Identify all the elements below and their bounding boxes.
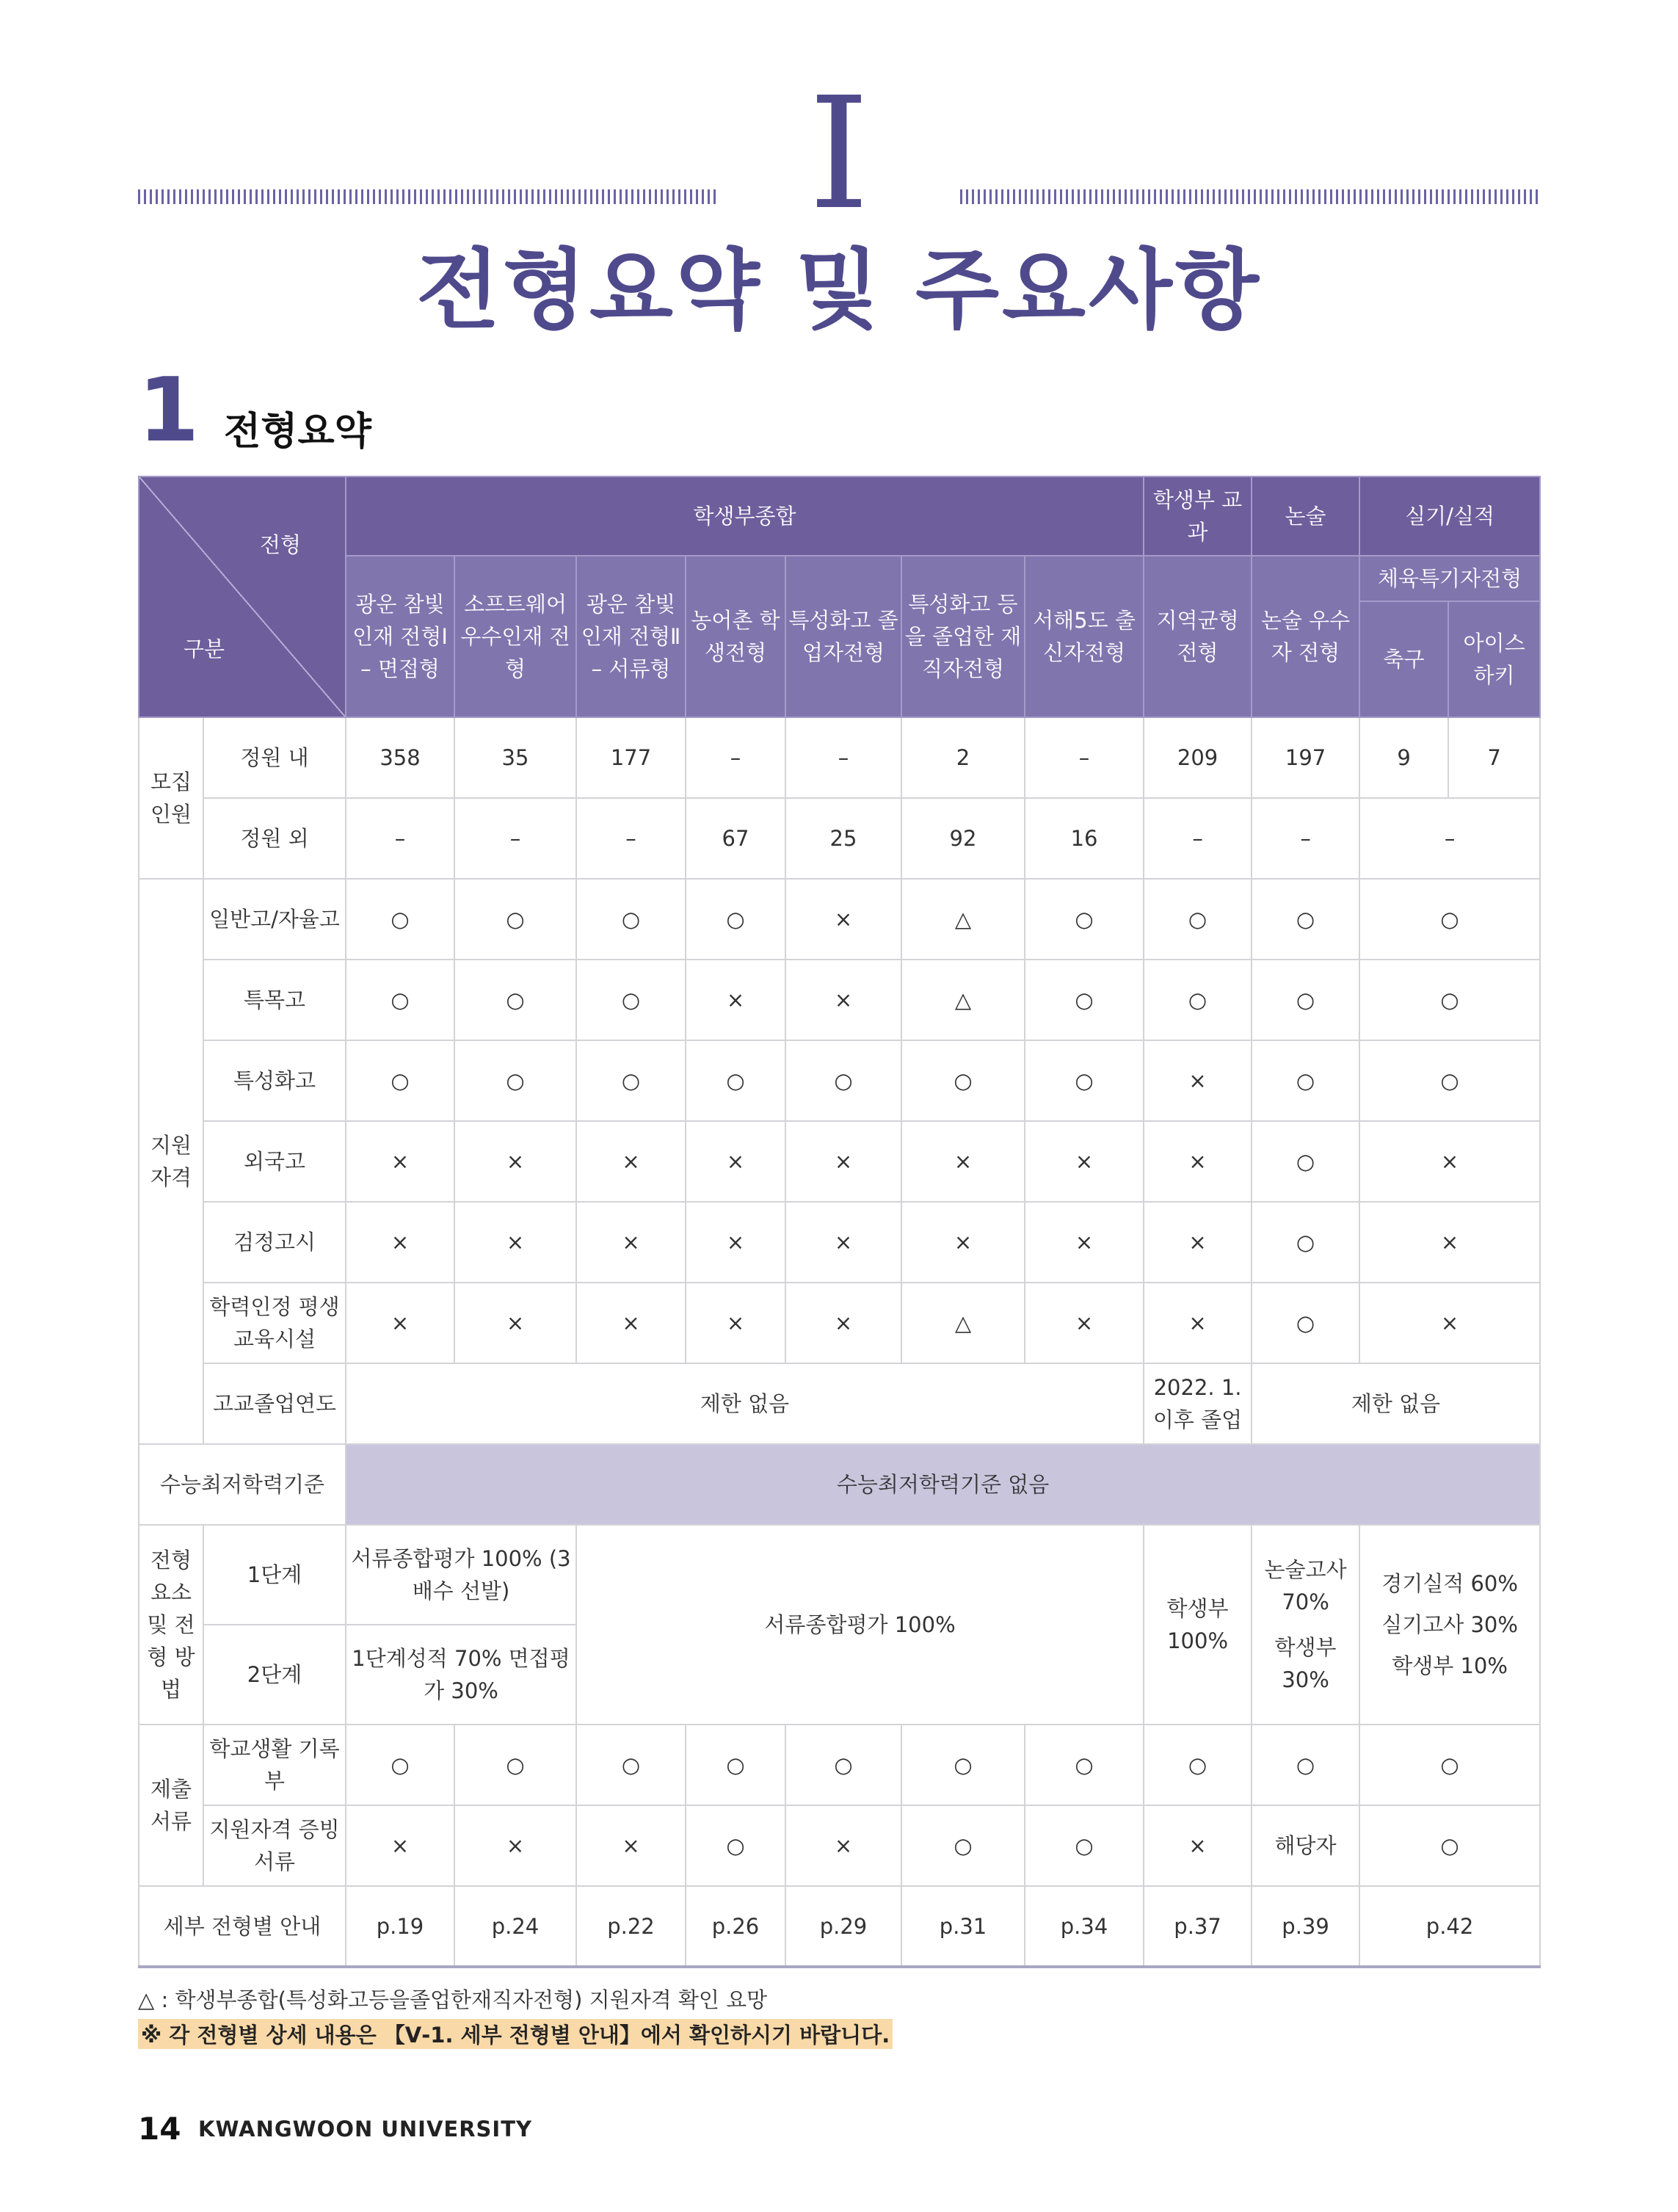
grad-year-no-limit: 제한 없음 — [346, 1363, 1144, 1444]
document-eval-method: 서류종합평가 100% — [576, 1525, 1144, 1725]
table-cell: – — [1359, 798, 1540, 879]
header-col-5: 특성화고 졸업자전형 — [785, 556, 901, 717]
subject-method: 학생부 100% — [1144, 1525, 1252, 1725]
table-cell: ○ — [1359, 879, 1540, 960]
table-cell: ○ — [576, 1040, 686, 1121]
row-label-eligibility: 일반고/자율고 — [203, 879, 346, 960]
table-cell: 25 — [785, 798, 901, 879]
table-cell: ○ — [576, 960, 686, 1040]
table-cell: – — [1025, 717, 1144, 798]
table-cell: 358 — [346, 717, 454, 798]
table-cell: × — [785, 1283, 901, 1363]
table-cell: ○ — [1252, 1202, 1359, 1283]
table-cell: × — [1025, 1283, 1144, 1363]
table-cell: ○ — [346, 879, 454, 960]
table-cell: 16 — [1025, 798, 1144, 879]
section-title: 전형요약 — [224, 410, 371, 454]
table-cell: × — [346, 1805, 454, 1886]
table-cell: ○ — [901, 1040, 1025, 1121]
page-ref: p.42 — [1359, 1886, 1540, 1967]
table-cell: × — [785, 1121, 901, 1202]
table-cell: × — [454, 1283, 576, 1363]
table-cell: ○ — [686, 1040, 785, 1121]
header-col-1: 광운 참빛인재 전형Ⅰ – 면접형 — [346, 556, 454, 717]
table-cell: △ — [901, 879, 1025, 960]
table-cell: ○ — [1359, 1805, 1540, 1886]
detail-notice: ※ 각 전형별 상세 내용은 【Ⅴ-1. 세부 전형별 안내】에서 확인하시기 바랍니다. — [138, 2019, 893, 2049]
table-cell: × — [785, 1805, 901, 1886]
table-cell: ○ — [1144, 879, 1252, 960]
header-col-3: 광운 참빛인재 전형Ⅱ – 서류형 — [576, 556, 686, 717]
grad-year-restriction: 2022. 1. 이후 졸업 — [1144, 1363, 1252, 1444]
table-cell: – — [576, 798, 686, 879]
page-ref: p.31 — [901, 1886, 1025, 1967]
table-cell: ○ — [901, 1805, 1025, 1886]
table-cell: – — [785, 717, 901, 798]
page-ref: p.34 — [1025, 1886, 1144, 1967]
table-cell: 92 — [901, 798, 1025, 879]
row-group-method: 전형 요소 및 전형 방법 — [139, 1525, 203, 1725]
page-ref: p.39 — [1252, 1886, 1359, 1967]
section-number: 1 — [138, 360, 200, 462]
row-label-eligibility: 검정고시 — [203, 1202, 346, 1283]
table-cell: × — [1144, 1805, 1252, 1886]
table-cell: × — [1144, 1283, 1252, 1363]
triangle-footnote: △ : 학생부종합(특성화고등을졸업한재직자전형) 지원자격 확인 요망 — [138, 1987, 768, 2012]
table-cell: × — [576, 1283, 686, 1363]
header-col-6: 특성화고 등을 졸업한 재직자전형 — [901, 556, 1025, 717]
header-col-9: 논술 우수자 전형 — [1252, 556, 1359, 717]
header-group-essay: 논술 — [1252, 476, 1359, 556]
table-cell: – — [1252, 798, 1359, 879]
table-cell: ○ — [454, 1725, 576, 1805]
table-cell: 해당자 — [1252, 1805, 1359, 1886]
table-cell: ○ — [1144, 960, 1252, 1040]
table-cell: × — [1144, 1040, 1252, 1121]
header-label-category: 구분 — [184, 637, 225, 661]
table-cell: – — [454, 798, 576, 879]
table-cell: × — [454, 1121, 576, 1202]
table-cell: ○ — [785, 1725, 901, 1805]
row-label-stage1: 1단계 — [203, 1525, 346, 1625]
table-cell: △ — [901, 960, 1025, 1040]
page-ref: p.19 — [346, 1886, 454, 1967]
essay-method-record: 학생부 30% — [1274, 1635, 1337, 1692]
table-cell: ○ — [686, 1805, 785, 1886]
table-cell: ○ — [1252, 1040, 1359, 1121]
table-cell: × — [1025, 1121, 1144, 1202]
table-cell: ○ — [686, 879, 785, 960]
row-label-grad-year: 고교졸업연도 — [203, 1363, 346, 1444]
practical-method-test: 실기고사 30% — [1381, 1612, 1518, 1637]
row-label-pages: 세부 전형별 안내 — [139, 1886, 346, 1967]
table-cell: × — [1359, 1121, 1540, 1202]
page-ref: p.24 — [454, 1886, 576, 1967]
header-group-practical: 실기/실적 — [1359, 476, 1540, 556]
row-label-quota-out: 정원 외 — [203, 798, 346, 879]
table-cell: × — [454, 1805, 576, 1886]
table-cell: × — [686, 1121, 785, 1202]
table-cell: ○ — [1025, 1725, 1144, 1805]
decorative-rule-left — [138, 189, 718, 204]
page-ref: p.26 — [686, 1886, 785, 1967]
table-cell: ○ — [1252, 1121, 1359, 1202]
row-label-eligibility: 특목고 — [203, 960, 346, 1040]
table-cell: 209 — [1144, 717, 1252, 798]
table-cell: ○ — [346, 960, 454, 1040]
chapter-title: 전형요약 및 주요사항 — [415, 239, 1263, 341]
practical-method-record: 학생부 10% — [1392, 1653, 1508, 1678]
table-cell: ○ — [1025, 960, 1144, 1040]
table-cell: × — [454, 1202, 576, 1283]
table-cell: × — [1359, 1283, 1540, 1363]
table-cell: ○ — [454, 879, 576, 960]
table-cell: × — [1144, 1121, 1252, 1202]
university-name: KWANGWOON UNIVERSITY — [198, 2117, 532, 2142]
table-cell: × — [576, 1121, 686, 1202]
table-cell: ○ — [686, 1725, 785, 1805]
table-cell: × — [346, 1283, 454, 1363]
essay-method-exam: 논술고사 70% — [1264, 1557, 1347, 1614]
grad-year-no-limit: 제한 없음 — [1252, 1363, 1540, 1444]
header-label-type: 전형 — [259, 532, 301, 557]
table-cell: ○ — [1359, 1725, 1540, 1805]
table-cell: ○ — [346, 1725, 454, 1805]
header-group-subject: 학생부 교과 — [1144, 476, 1252, 556]
table-cell: × — [576, 1202, 686, 1283]
table-cell: ○ — [454, 1040, 576, 1121]
page-ref: p.22 — [576, 1886, 686, 1967]
table-cell: × — [785, 879, 901, 960]
table-cell: × — [1359, 1202, 1540, 1283]
row-label-csat: 수능최저학력기준 — [139, 1444, 346, 1525]
table-cell: × — [1025, 1202, 1144, 1283]
table-cell: × — [686, 1202, 785, 1283]
table-cell: 177 — [576, 717, 686, 798]
stage2-interview-method: 1단계성적 70% 면접평가 30% — [346, 1625, 576, 1725]
admission-summary-table — [138, 476, 1541, 1968]
table-cell: ○ — [1252, 1283, 1359, 1363]
header-col-8: 지역균형 전형 — [1144, 556, 1252, 717]
header-col-2: 소프트웨어 우수인재 전형 — [454, 556, 576, 717]
table-cell: ○ — [1252, 879, 1359, 960]
table-cell: × — [785, 1202, 901, 1283]
header-col-7: 서해5도 출신자전형 — [1025, 556, 1144, 717]
table-cell: – — [686, 717, 785, 798]
table-cell: × — [901, 1121, 1025, 1202]
row-group-quota: 모집 인원 — [139, 717, 203, 879]
page-ref: p.37 — [1144, 1886, 1252, 1967]
row-label-eligibility: 외국고 — [203, 1121, 346, 1202]
table-cell: ○ — [346, 1040, 454, 1121]
table-cell: ○ — [576, 879, 686, 960]
table-cell: ○ — [576, 1725, 686, 1805]
page-number: 14 — [138, 2111, 181, 2147]
table-cell: × — [785, 960, 901, 1040]
table-cell: × — [346, 1121, 454, 1202]
table-cell: ○ — [1359, 960, 1540, 1040]
page-ref: p.29 — [785, 1886, 901, 1967]
table-cell: × — [1144, 1202, 1252, 1283]
table-cell: ○ — [901, 1725, 1025, 1805]
row-label-eligibility: 학력인정 평생교육시설 — [203, 1283, 346, 1363]
row-group-documents: 제출 서류 — [139, 1725, 203, 1886]
practical-method-results: 경기실적 60% — [1381, 1571, 1518, 1596]
table-cell: × — [686, 960, 785, 1040]
table-cell: 2 — [901, 717, 1025, 798]
table-cell: 197 — [1252, 717, 1359, 798]
header-col-11: 아이스 하키 — [1448, 601, 1540, 717]
table-cell: ○ — [1025, 1040, 1144, 1121]
table-cell: × — [576, 1805, 686, 1886]
row-label-stage2: 2단계 — [203, 1625, 346, 1725]
table-cell: ○ — [1144, 1725, 1252, 1805]
practical-method — [1359, 1525, 1540, 1725]
csat-value: 수능최저학력기준 없음 — [346, 1444, 1540, 1525]
row-label-eligibility: 특성화고 — [203, 1040, 346, 1121]
row-label-quota-in: 정원 내 — [203, 717, 346, 798]
table-cell: ○ — [1252, 1725, 1359, 1805]
header-group-sports: 체육특기자전형 — [1359, 556, 1540, 601]
table-cell: 7 — [1448, 717, 1540, 798]
row-label-documents: 지원자격 증빙서류 — [203, 1805, 346, 1886]
header-col-10: 축구 — [1359, 601, 1448, 717]
table-cell: – — [346, 798, 454, 879]
table-cell: × — [686, 1283, 785, 1363]
table-cell: – — [1144, 798, 1252, 879]
header-col-4: 농어촌 학생전형 — [686, 556, 785, 717]
table-cell: ○ — [1359, 1040, 1540, 1121]
table-cell: ○ — [1025, 879, 1144, 960]
table-cell: ○ — [785, 1040, 901, 1121]
essay-method — [1252, 1525, 1359, 1725]
decorative-rule-right — [960, 189, 1540, 204]
table-cell: 9 — [1359, 717, 1448, 798]
table-cell: 67 — [686, 798, 785, 879]
stage1-interview-method: 서류종합평가 100% (3배수 선발) — [346, 1525, 576, 1625]
header-diagonal-cell — [139, 476, 346, 717]
chapter-roman-numeral: I — [808, 64, 870, 244]
row-group-eligibility: 지원 자격 — [139, 879, 203, 1444]
table-cell: ○ — [454, 960, 576, 1040]
table-cell: 35 — [454, 717, 576, 798]
table-cell: × — [901, 1202, 1025, 1283]
table-cell: ○ — [1252, 960, 1359, 1040]
table-cell: △ — [901, 1283, 1025, 1363]
header-group-comprehensive: 학생부종합 — [346, 476, 1144, 556]
table-cell: × — [346, 1202, 454, 1283]
row-label-documents: 학교생활 기록부 — [203, 1725, 346, 1805]
table-cell: ○ — [1025, 1805, 1144, 1886]
